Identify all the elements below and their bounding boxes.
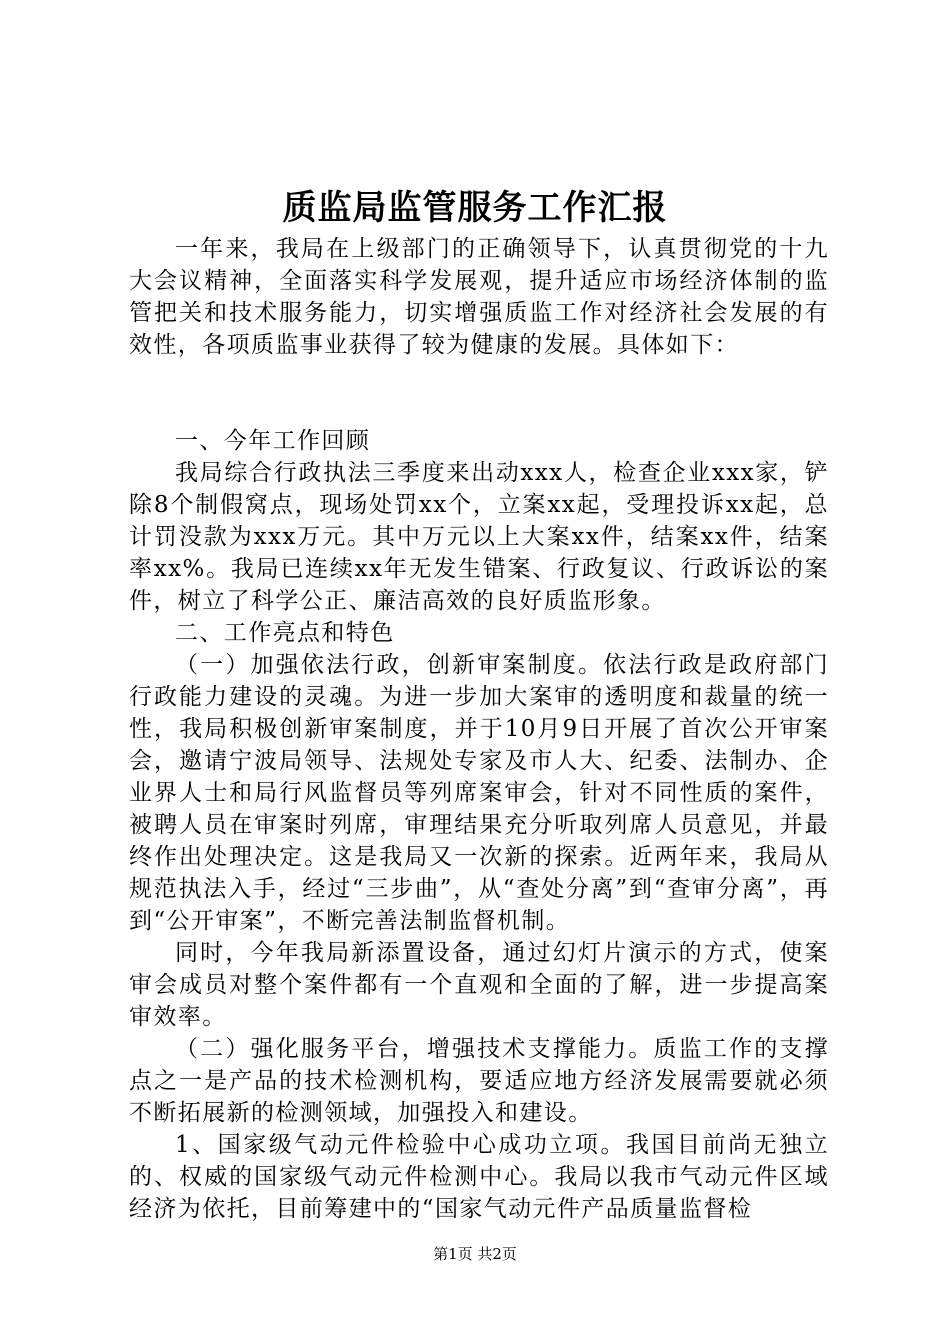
highlight-paragraph-2: 同时，今年我局新添置设备，通过幻灯片演示的方式，使案审会成员对整个案件都有一个直观和全面的了解，进一步提高案审效率。 — [129, 940, 829, 1030]
section-heading-highlights: 二、工作亮点和特色 — [175, 620, 395, 646]
section-heading-review: 一、今年工作回顾 — [175, 428, 371, 454]
review-paragraph: 我局综合行政执法三季度来出动xxx人，检查企业xxx家，铲除8个制假窝点，现场处罚xx个，立案xx起，受理投诉xx起，总计罚没款为xxx万元。其中万元以上大案xx件，结案xx件，结案率xx%。我局已连续xx年无发生错案、行政复议、行政诉讼的案件，树立了科学公正、廉洁高效的良好质监形象。 — [129, 460, 829, 614]
highlight-paragraph-1: （一）加强依法行政，创新审案制度。依法行政是政府部门行政能力建设的灵魂。为进一步加大案审的透明度和裁量的统一性，我局积极创新审案制度，并于10月9日开展了首次公开审案会，邀请宁波局领导、法规处专家及市人大、纪委、法制办、企业界人士和局行风监督员等列席案审会，针对不同性质的案件，被聘人员在审案时列席，审理结果充分听取列席人员意见，并最终作出处理决定。这是我局又一次新的探索。近两年来，我局从规范执法入手，经过“三步曲”，从“查处分离”到“查审分离”，再到“公开审案”，不断完善法制监督机制。 — [129, 652, 829, 934]
intro-paragraph: 一年来，我局在上级部门的正确领导下，认真贯彻党的十九大会议精神，全面落实科学发展观，提升适应市场经济体制的监管把关和技术服务能力，切实增强质监工作对经济社会发展的有效性，各项质监事业获得了较为健康的发展。具体如下： — [129, 236, 829, 358]
highlight-paragraph-4: 1、国家级气动元件检验中心成功立项。我国目前尚无独立的、权威的国家级气动元件检测中心。我局以我市气动元件区域经济为依托，目前筹建中的“国家气动元件产品质量监督检 — [129, 1132, 829, 1222]
paragraph-spacer — [129, 361, 829, 425]
highlight-paragraph-3: （二）强化服务平台，增强技术支撑能力。质监工作的支撑点之一是产品的技术检测机构，要适应地方经济发展需要就必须不断拓展新的检测领域，加强投入和建设。 — [129, 1036, 829, 1126]
document-body — [129, 233, 829, 1225]
page-footer: 第1页 共2页 — [433, 1245, 517, 1263]
document-title: 质监局监管服务工作汇报 — [282, 188, 668, 228]
